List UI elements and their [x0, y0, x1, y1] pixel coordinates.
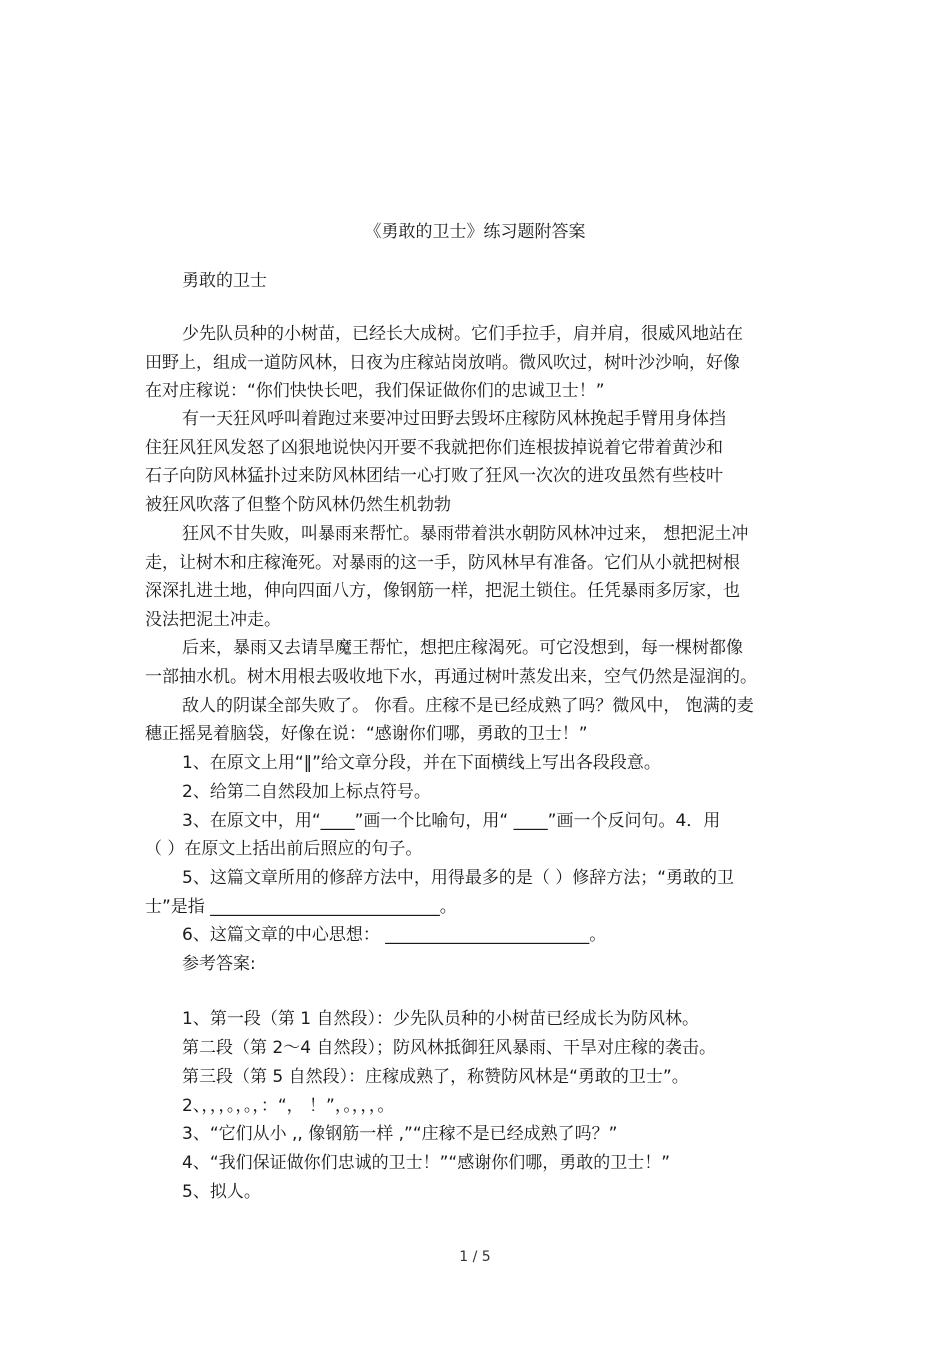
answer-line: 2、，，，。，。，：“， ！”，。，，，。 — [182, 1096, 395, 1116]
text-line: 敌人的阴谋全部失败了。 你看。庄稼不是已经成熟了吗？微风中， 饱满的麦 — [182, 696, 754, 716]
answer-line: 第二段（第 2～4 自然段）；防风林抵御狂风暴雨、干旱对庄稼的袭击。 — [182, 1038, 716, 1058]
answer-line: 3、“它们从小 ,, 像钢筋一样 ,”“庄稼不是已经成熟了吗？” — [182, 1124, 618, 1144]
text-line: 石子向防风林猛扑过来防风林团结一心打败了狂风一次次的进攻虽然有些枝叶 — [145, 466, 723, 486]
text-line: 少先队员种的小树苗，已经长大成树。它们手拉手，肩并肩，很威风地站在 — [182, 324, 743, 344]
question-5: 5、这篇文章所用的修辞方法中，用得最多的是（ ）修辞方法；“勇敢的卫 — [182, 868, 735, 888]
question-5-cont: 士”是指 ___________________________。 — [145, 897, 457, 917]
document-title: 《勇敢的卫士》练习题附答案 — [364, 222, 586, 242]
question-4: （ ）在原文上括出前后照应的句子。 — [145, 839, 423, 859]
question-6: 6、这篇文章的中心思想： ________________________。 — [182, 925, 607, 945]
answer-line: 4、“我们保证做你们忠诚的卫士！”“感谢你们哪，勇敢的卫士！” — [182, 1153, 671, 1173]
text-line: 被狂风吹落了但整个防风林仍然生机勃勃 — [145, 495, 451, 515]
document-subtitle: 勇敢的卫士 — [182, 271, 267, 291]
answers-heading: 参考答案: — [182, 954, 256, 974]
text-line: 狂风不甘失败，叫暴雨来帮忙。暴雨带着洪水朝防风林冲过来， 想把泥土冲 — [182, 524, 749, 544]
question-2: 2、给第二自然段加上标点符号。 — [182, 782, 431, 802]
text-line: 住狂风狂风发怒了凶狠地说快闪开要不我就把你们连根拔掉说着它带着黄沙和 — [145, 438, 723, 458]
text-line: 田野上，组成一道防风林，日夜为庄稼站岗放哨。微风吹过，树叶沙沙响，好像 — [145, 353, 740, 373]
question-3: 3、在原文中，用“____”画一个比喻句，用“ ____”画一个反问句。4．用 — [182, 811, 721, 831]
answer-line: 5、拟人。 — [182, 1182, 261, 1202]
question-1: 1、在原文上用“‖”给文章分段，并在下面横线上写出各段段意。 — [182, 753, 661, 773]
answer-line: 1、第一段（第 1 自然段）：少先队员种的小树苗已经成长为防风林。 — [182, 1009, 699, 1029]
text-line: 有一天狂风呼叫着跑过来要冲过田野去毁坏庄稼防风林挽起手臂用身体挡 — [182, 409, 726, 429]
text-line: 走，让树木和庄稼淹死。对暴雨的这一手，防风林早有准备。它们从小就把树根 — [145, 553, 740, 573]
text-line: 穗正摇晃着脑袋，好像在说：“感谢你们哪，勇敢的卫士！” — [145, 724, 588, 744]
text-line: 在对庄稼说：“你们快快长吧，我们保证做你们的忠诚卫士！” — [145, 381, 605, 401]
text-line: 没法把泥土冲走。 — [145, 610, 281, 630]
text-line: 后来，暴雨又去请旱魔王帮忙，想把庄稼渴死。可它没想到，每一棵树都像 — [182, 638, 743, 658]
answer-line: 第三段（第 5 自然段）：庄稼成熟了，称赞防风林是“勇敢的卫士”。 — [182, 1067, 689, 1087]
text-line: 一部抽水机。树木用根去吸收地下水，再通过树叶蒸发出来，空气仍然是湿润的。 — [145, 667, 757, 687]
text-line: 深深扎进土地，伸向四面八方，像钢筋一样，把泥土锁住。任凭暴雨多厉家，也 — [145, 581, 740, 601]
page-number: 1 / 5 — [459, 1249, 491, 1265]
